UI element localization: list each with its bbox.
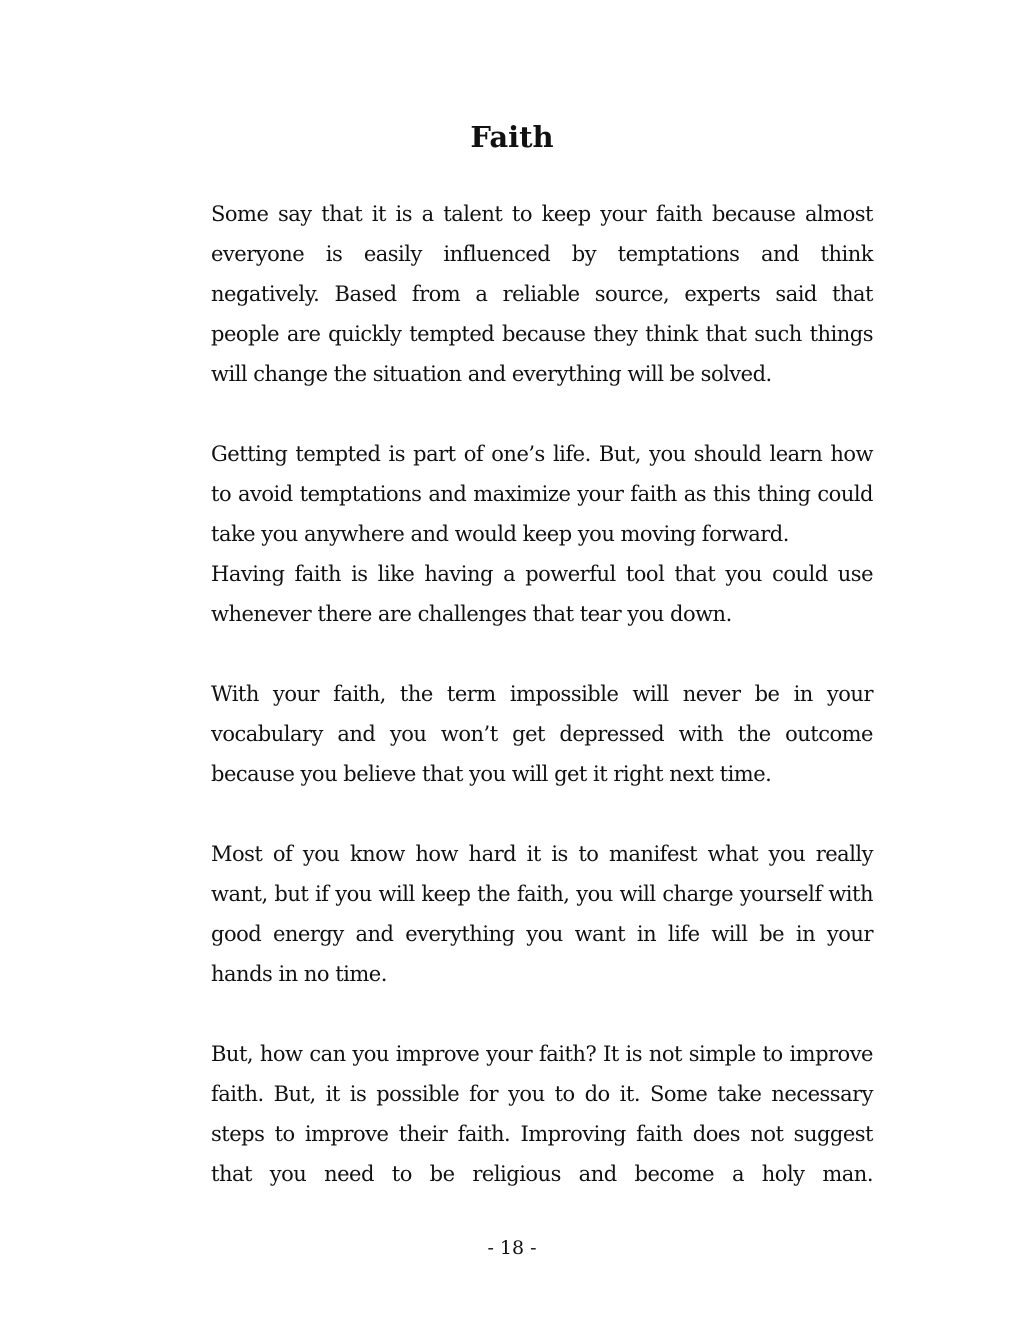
- paragraph-4: With your faith, the term impossible will never be in your vocabulary and you won’t get depressed with the outcome because you believe that you will get it right next time.: [211, 682, 873, 786]
- page-number: - 18 -: [487, 1237, 537, 1259]
- paragraph-1: Some say that it is a talent to keep your faith because almost everyone is easily influenced by temptations and think negatively. Based from a reliable source, experts said that people are quickly tempted because they think that such things will change the situation and everything will be solved.: [211, 202, 873, 386]
- paragraph-5: Most of you know how hard it is to manifest what you really want, but if you will keep the faith, you will charge yourself with good energy and everything you want in life will be in your hands in no time.: [211, 842, 873, 986]
- paragraph-3: Having faith is like having a powerful tool that you could use whenever there are challenges that tear you down.: [211, 562, 873, 626]
- paragraph-2: Getting tempted is part of one’s life. But, you should learn how to avoid temptations and maximize your faith as this thing could take you anywhere and would keep you moving forward.: [211, 442, 873, 546]
- paragraph-6: But, how can you improve your faith? It is not simple to improve faith. But, it is possible for you to do it. Some take necessary steps to improve their faith. Improving faith does not suggest that you need to be religious and become a holy man.: [211, 1042, 873, 1186]
- body-text: [211, 194, 873, 1194]
- page-title: Faith: [470, 120, 554, 154]
